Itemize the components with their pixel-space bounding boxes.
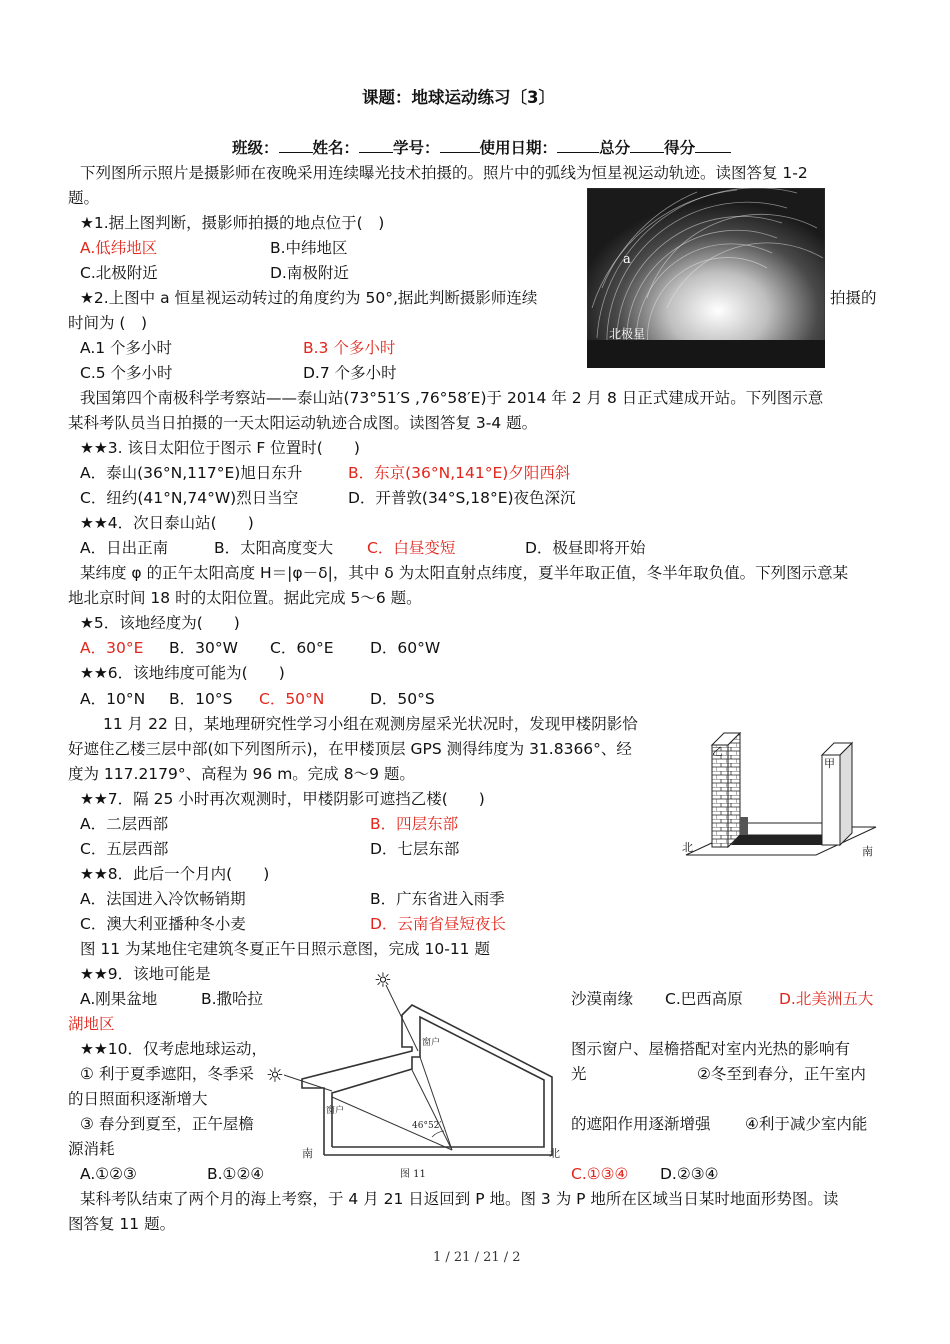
building-label-jia: 甲 [824, 757, 835, 770]
q10-item-4: ④利于减少室内能 [745, 1115, 868, 1133]
q9-option-b-tail: 沙漠南缘 [571, 990, 634, 1008]
house-label-north: 北 [549, 1147, 560, 1160]
q10-option-c[interactable]: C.①③④ [571, 1165, 629, 1183]
q9-option-b[interactable]: B.撒哈拉 [201, 990, 264, 1008]
name-label: 姓名： [312, 139, 360, 157]
date-blank[interactable] [557, 137, 599, 153]
intro5: 图 11 为某地住宅建筑冬夏正午日照示意图，完成 10-11 题 [80, 940, 490, 958]
intro2-line2: 某科考队员当日拍摄的一天太阳运动轨迹合成图。读图答复 3-4 题。 [68, 414, 538, 432]
q10-item-1: ① 利于夏季遮阳，冬季采 [80, 1065, 254, 1083]
id-blank[interactable] [440, 137, 480, 153]
q6-option-b[interactable]: B．10°S [169, 690, 233, 708]
q10-option-a[interactable]: A.①②③ [80, 1165, 137, 1183]
intro4-line2: 好遮住乙楼三层中部(如下列图所示)，在甲楼顶层 GPS 测得纬度为 31.8366°、经 [68, 740, 632, 758]
q8-option-a[interactable]: A．法国进入冷饮畅销期 [80, 890, 246, 908]
intro4-line3: 度为 117.2179°、高程为 96 m。完成 8～9 题。 [68, 765, 415, 783]
score-label: 得分 [664, 139, 696, 157]
winter-sun-icon: ☼ [266, 1063, 284, 1087]
q1-option-b[interactable]: B.中纬地区 [270, 239, 348, 257]
q1-option-c[interactable]: C.北极附近 [80, 264, 158, 282]
q6-option-c[interactable]: C．50°N [259, 690, 325, 708]
q9-stem: ★★9．该地可能是 [80, 965, 211, 983]
house-label-south: 南 [302, 1147, 313, 1160]
q2-stem2: 时间为 ( ) [68, 314, 148, 332]
house-sunlight-figure [262, 965, 562, 1185]
info-header [232, 137, 731, 159]
name-blank[interactable] [359, 137, 393, 153]
q2-stem: ★2.上图中 a 恒星视运动转过的角度约为 50°,据此判断摄影师连续 [80, 289, 538, 307]
q6-stem: ★★6．该地纬度可能为( ) [80, 664, 285, 682]
score-blank[interactable] [695, 137, 731, 153]
q10-option-d[interactable]: D.②③④ [660, 1165, 719, 1183]
page-title: 课题：地球运动练习〔3〕 [362, 88, 555, 107]
building-shadow-figure [676, 715, 886, 875]
intro3-line2: 地北京时间 18 时的太阳位置。据此完成 5～6 题。 [68, 589, 422, 607]
q8-stem: ★★8．此后一个月内( ) [80, 865, 270, 883]
q1-option-a[interactable]: A.低纬地区 [80, 239, 158, 257]
q7-option-d[interactable]: D．七层东部 [370, 840, 460, 858]
q9-option-c[interactable]: C.巴西高原 [665, 990, 743, 1008]
q7-option-a[interactable]: A．二层西部 [80, 815, 169, 833]
photo-label-north-star: 北极星 [609, 327, 646, 341]
q7-stem: ★★7．隔 25 小时再次观测时，甲楼阴影可遮挡乙楼( ) [80, 790, 485, 808]
date-label: 使用日期： [479, 139, 558, 157]
angle-label: 46°52′ [412, 1121, 442, 1131]
upper-window-label: 窗户 [422, 1038, 441, 1048]
q7-option-c[interactable]: C．五层西部 [80, 840, 169, 858]
q10-item-2-tail: 的日照面积逐渐增大 [68, 1090, 208, 1108]
q2-option-c[interactable]: C.5 个多小时 [80, 364, 173, 382]
q2-option-d[interactable]: D.7 个多小时 [303, 364, 397, 382]
q10-item-3: ③ 春分到夏至，正午屋檐 [80, 1115, 254, 1133]
photo-label-a: a [623, 252, 631, 267]
q5-option-b[interactable]: B．30°W [169, 639, 238, 657]
class-label: 班级： [232, 139, 279, 157]
q3-option-a[interactable]: A．泰山(36°N,117°E)旭日东升 [80, 464, 303, 482]
q5-stem: ★5．该地经度为( ) [80, 614, 240, 632]
id-label: 学号： [393, 139, 440, 157]
class-blank[interactable] [279, 137, 313, 153]
q10-item-1-tail: 光 [571, 1065, 587, 1083]
figure-caption: 图 11 [400, 1169, 426, 1180]
total-blank[interactable] [630, 137, 664, 153]
star-trail-photo [587, 188, 825, 368]
q4-option-d[interactable]: D．极昼即将开始 [525, 539, 646, 557]
q6-option-d[interactable]: D．50°S [370, 690, 435, 708]
q1-option-d[interactable]: D.南极附近 [270, 264, 349, 282]
q6-option-a[interactable]: A．10°N [80, 690, 146, 708]
q10-item-3-tail: 的遮阳作用逐渐增强 [571, 1115, 711, 1133]
intro6-line1: 某科考队结束了两个月的海上考察，于 4 月 21 日返回到 P 地。图 3 为 P 地所在区域当日某时地面形势图。读 [80, 1190, 839, 1208]
q9-option-a[interactable]: A.刚果盆地 [80, 990, 158, 1008]
q7-option-b[interactable]: B．四层东部 [370, 815, 459, 833]
q3-option-d[interactable]: D．开普敦(34°S,18°E)夜色深沉 [348, 489, 576, 507]
q1-stem: ★1.据上图判断，摄影师拍摄的地点位于( ) [80, 214, 385, 232]
q5-option-d[interactable]: D．60°W [370, 639, 441, 657]
intro6-line2: 图答复 11 题。 [68, 1215, 176, 1233]
intro1-line1: 下列图所示照片是摄影师在夜晚采用连续曝光技术拍摄的。照片中的弧线为恒星视运动轨迹。读图答复 1-2 [80, 164, 808, 182]
q5-option-c[interactable]: C．60°E [270, 639, 334, 657]
page-footer: 1 / 21 / 21 / 2 [433, 1250, 521, 1265]
intro3-line1: 某纬度 φ 的正午太阳高度 H＝|φ－δ|，其中 δ 为太阳直射点纬度，夏半年取正值，冬半年取负值。下列图示意某 [80, 564, 849, 582]
summer-sun-icon: ☼ [374, 968, 392, 992]
q8-option-d[interactable]: D．云南省昼短夜长 [370, 915, 506, 933]
q5-option-a[interactable]: A．30°E [80, 639, 144, 657]
q10-option-b[interactable]: B.①②④ [207, 1165, 265, 1183]
building-label-south: 南 [862, 845, 873, 858]
q4-option-b[interactable]: B．太阳高度变大 [214, 539, 334, 557]
intro1-line2: 题。 [68, 189, 100, 207]
q10-stem-tail: 图示窗户、屋檐搭配对室内光热的影响有 [571, 1040, 851, 1058]
lower-window-label: 窗户 [326, 1106, 345, 1116]
building-label-yi: 乙 [712, 745, 723, 758]
q3-option-b[interactable]: B．东京(36°N,141°E)夕阳西斜 [348, 464, 571, 482]
q3-option-c[interactable]: C．纽约(41°N,74°W)烈日当空 [80, 489, 299, 507]
q2-option-a[interactable]: A.1 个多小时 [80, 339, 173, 357]
q4-stem: ★★4．次日泰山站( ) [80, 514, 254, 532]
q4-option-c[interactable]: C．白昼变短 [367, 539, 456, 557]
q9-option-d[interactable]: D.北美洲五大 [779, 990, 874, 1008]
q8-option-c[interactable]: C．澳大利亚播种冬小麦 [80, 915, 246, 933]
intro4-line1: 11 月 22 日，某地理研究性学习小组在观测房屋采光状况时，发现甲楼阴影恰 [103, 715, 638, 733]
q2-option-b[interactable]: B.3 个多小时 [303, 339, 396, 357]
q10-item-4-tail: 源消耗 [68, 1140, 115, 1158]
q9-option-d-tail: 湖地区 [68, 1015, 115, 1033]
total-label: 总分 [599, 139, 631, 157]
q8-option-b[interactable]: B．广东省进入雨季 [370, 890, 505, 908]
q10-item-2: ②冬至到春分，正午室内 [697, 1065, 866, 1083]
building-label-north: 北 [682, 841, 693, 854]
q10-stem: ★★10．仅考虑地球运动， [80, 1040, 268, 1058]
q4-option-a[interactable]: A．日出正南 [80, 539, 169, 557]
q2-stem-tail: 拍摄的 [830, 289, 877, 307]
q3-stem: ★★3. 该日太阳位于图示 F 位置时( ) [80, 439, 360, 457]
intro2-line1: 我国第四个南极科学考察站——泰山站(73°51′S ,76°58′E)于 2014 年 2 月 8 日正式建成开站。下列图示意 [80, 389, 824, 407]
